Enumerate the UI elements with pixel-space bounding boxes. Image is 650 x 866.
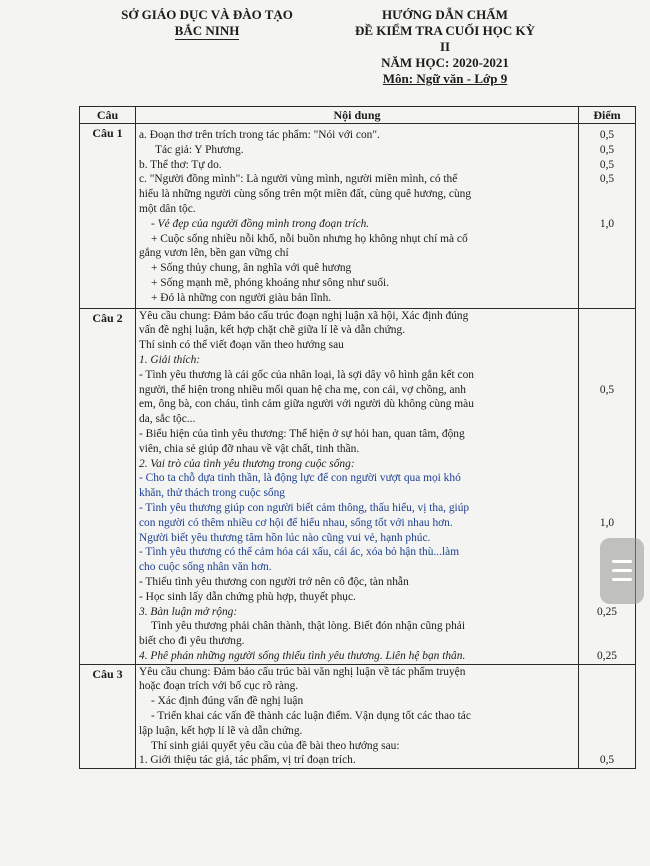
header-right xyxy=(350,7,540,87)
table-row xyxy=(80,664,636,769)
score-value: 0,25 xyxy=(597,605,617,618)
content-line: - Cho ta chỗ dựa tinh thần, là động lực để con người vượt qua mọi khó xyxy=(139,472,461,485)
content-line: 4. Phê phán những người sống thiếu tình yêu thương. Liên hệ bạn thân. xyxy=(139,649,466,662)
col-header-noidung: Nội dung xyxy=(136,107,579,124)
content-line: khăn, thử thách trong cuộc sống xyxy=(139,487,285,500)
content-line: - Triển khai các vấn đề thành các luận điểm. Vận dụng tốt các thao tác xyxy=(151,710,471,723)
content-line: em, ông bà, con cháu, tình cảm giữa người với người dù không cùng màu xyxy=(139,398,474,411)
content-line: gắng vươn lên, bền gan vững chí xyxy=(139,247,289,260)
content-line: - Tình yêu thương có thể cảm hóa cái xấu, cái ác, xóa bỏ hận thù...làm xyxy=(139,546,460,559)
content-line: hoặc đoạn trích với bố cục rõ ràng. xyxy=(139,680,299,693)
content-line: a. Đoạn thơ trên trích trong tác phẩm: "Nói với con". xyxy=(139,129,380,141)
header-left xyxy=(112,7,302,40)
school-year: NĂM HỌC: 2020-2021 xyxy=(381,55,509,70)
table-row xyxy=(80,308,636,664)
question-content xyxy=(136,124,579,309)
question-label: Câu 2 xyxy=(80,308,136,664)
question-content xyxy=(136,308,579,664)
content-line: - Xác định đúng vấn đề nghị luận xyxy=(151,695,304,708)
content-line: - Tình yêu thương giúp con người biết cảm thông, thấu hiểu, vị tha, giúp xyxy=(139,501,470,514)
col-header-cau: Câu xyxy=(80,107,136,124)
subject-line: Môn: Ngữ văn - Lớp 9 xyxy=(382,71,508,86)
content-line: Tình yêu thương phải chân thành, thật lòng. Biết đón nhận cũng phải xyxy=(151,620,465,633)
content-line: con người có thêm nhiều cơ hội để hiểu nhau, sống tốt với nhau hơn. xyxy=(139,516,453,529)
grading-table xyxy=(79,106,636,769)
content-line: Người biết yêu thương tâm hồn lúc nào cũng vui vẻ, hạnh phúc. xyxy=(139,531,431,544)
content-line: - Thiếu tình yêu thương con người trở nên cô độc, tàn nhẫn xyxy=(139,575,409,588)
content-line: cho cuộc sống nhân văn hơn. xyxy=(139,561,272,574)
content-line: - Tình yêu thương là cái gốc của nhân loại, là sợi dây vô hình gắn kết con xyxy=(139,368,474,381)
department-name: SỞ GIÁO DỤC VÀ ĐÀO TẠO xyxy=(121,7,293,22)
content-line: Thí sinh giải quyết yêu cầu của đề bài theo hướng sau: xyxy=(151,739,400,752)
content-line: c. "Người đồng mình": Là người vùng mình, người miền mình, có thể xyxy=(139,173,458,186)
score-value: 0,5 xyxy=(599,158,615,171)
score-value: 1,0 xyxy=(599,516,615,529)
content-line: da, sắc tộc... xyxy=(139,413,196,426)
content-line: 1. Giải thích: xyxy=(139,353,201,366)
content-line: vấn đề nghị luận, kết hợp chặt chẽ giữa lí lẽ và dẫn chứng. xyxy=(139,324,406,337)
table-header-row xyxy=(80,107,636,124)
content-line: b. Thể thơ: Tự do. xyxy=(139,158,222,171)
score-value: 0,25 xyxy=(597,649,617,662)
score-cell xyxy=(579,664,636,769)
score-value: 0,5 xyxy=(599,754,615,767)
content-line: - Học sinh lấy dẫn chứng phù hợp, thuyết phục. xyxy=(139,590,356,603)
col-header-diem: Điểm xyxy=(579,107,636,124)
content-line: Tác giả: Y Phương. xyxy=(155,143,244,156)
content-line: - Vẻ đẹp của người đồng mình trong đoạn trích. xyxy=(151,217,370,230)
content-line: + Sống thủy chung, ân nghĩa với quê hương xyxy=(151,262,352,275)
content-line: lập luận, kết hợp lí lẽ và dẫn chứng. xyxy=(139,724,303,737)
content-line: một dân tộc. xyxy=(139,202,196,215)
score-value: 0,5 xyxy=(599,143,615,156)
content-line: + Đó là những con người giàu bản lĩnh. xyxy=(151,291,332,304)
scroll-handle[interactable] xyxy=(600,538,644,604)
question-label: Câu 3 xyxy=(80,664,136,769)
content-line: viên, chia sẻ giúp đỡ nhau về vật chất, tinh thần. xyxy=(139,442,360,455)
score-cell xyxy=(579,124,636,309)
score-value: 0,5 xyxy=(599,383,615,396)
content-line: 3. Bàn luận mở rộng: xyxy=(139,605,238,618)
content-line: hiểu là những người cùng sống trên một miền đất, cùng quê hương, cùng xyxy=(139,188,472,201)
content-line: 2. Vai trò của tình yêu thương trong cuộc sống: xyxy=(139,457,355,470)
score-cell xyxy=(579,308,636,664)
content-line: Yêu cầu chung: Đảm bảo cấu trúc đoạn nghị luận xã hội, Xác định đúng xyxy=(139,309,469,322)
question-content xyxy=(136,664,579,769)
content-line: + Sống mạnh mẽ, phóng khoáng như sông như suối. xyxy=(151,276,390,289)
content-line: 1. Giới thiệu tác giả, tác phẩm, vị trí đoạn trích. xyxy=(139,754,356,767)
content-line: người, thể hiện trong nhiều mối quan hệ cha mẹ, con cái, vợ chồng, anh xyxy=(139,383,466,396)
exam-title: ĐỀ KIỂM TRA CUỐI HỌC KỲ II xyxy=(355,23,535,54)
content-line: Thí sinh có thể viết đoạn văn theo hướng sau xyxy=(139,339,344,352)
score-value: 1,0 xyxy=(599,217,615,230)
score-value: 0,5 xyxy=(599,173,615,186)
question-label: Câu 1 xyxy=(80,124,136,309)
doc-title: HƯỚNG DẪN CHẤM xyxy=(382,7,508,22)
content-line: biết cho đi yêu thương. xyxy=(139,635,245,648)
table-row xyxy=(80,124,636,309)
content-line: + Cuộc sống nhiều nỗi khổ, nỗi buồn nhưng họ không nhụt chí mà cố xyxy=(151,232,468,245)
content-line: - Biểu hiện của tình yêu thương: Thể hiện ở sự hỏi han, quan tâm, động xyxy=(139,427,465,440)
content-line: Yêu cầu chung: Đảm bảo cấu trúc bài văn nghị luận về tác phẩm truyện xyxy=(139,665,466,678)
score-value: 0,5 xyxy=(599,129,615,141)
province-name: BẮC NINH xyxy=(174,23,240,38)
